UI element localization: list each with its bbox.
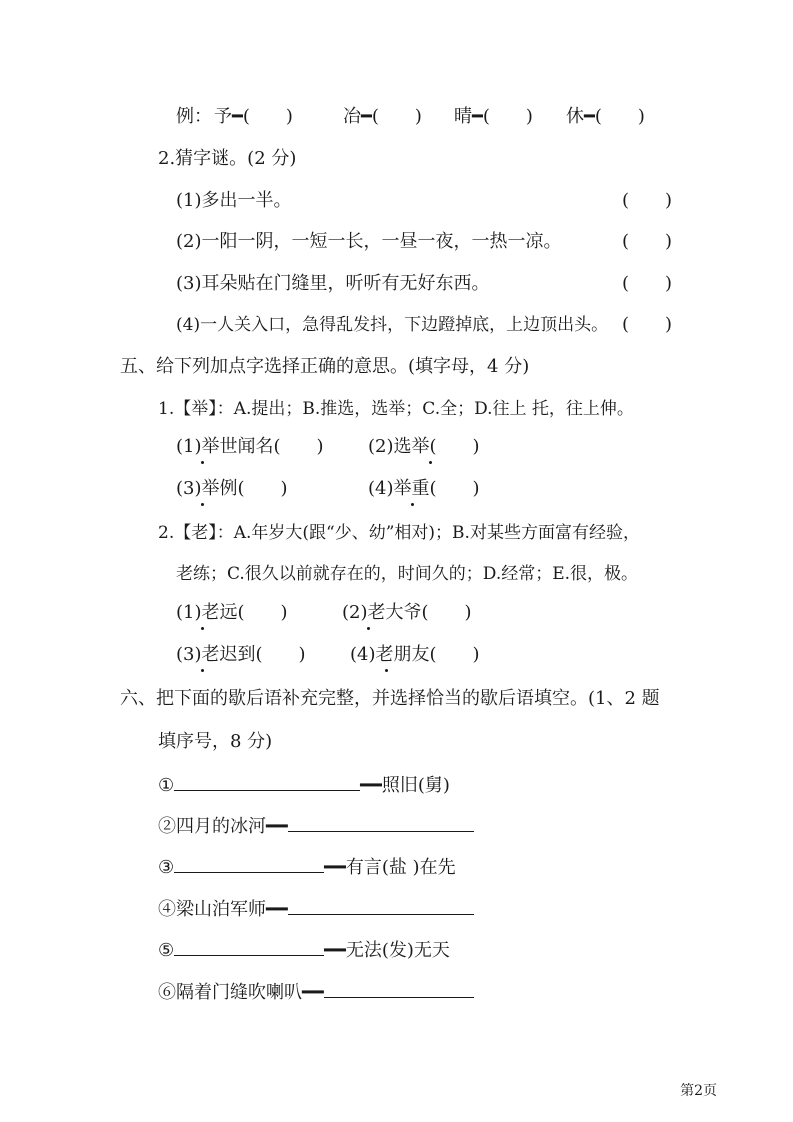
idiom-blank-6[interactable] [324, 977, 474, 998]
emphasis-dot [411, 503, 414, 506]
idiom-item-2: ②四月的冰河━━ [158, 811, 474, 840]
idiom-blank-4[interactable] [288, 894, 474, 915]
idiom-item-5: ⑤ ━━无法(发)无天 [158, 935, 450, 964]
example-item-3: 晴━( ) [454, 106, 533, 127]
idiom-blank-1[interactable] [174, 770, 360, 791]
riddle-answer-box-4[interactable]: ( ) [622, 314, 673, 335]
idiom-blank-2[interactable] [288, 811, 474, 832]
example-item-4: 休━( ) [566, 106, 645, 127]
section5-q2-head-line2: 老练；C.很久以前就存在的，时间久的；D.经常；E.很，极。 [176, 564, 639, 584]
riddle-answer-box-2[interactable]: ( ) [622, 231, 673, 252]
emphasis-dot [367, 627, 370, 630]
section5-q2-head-line1: 2.【老】：A.年岁大(跟“少、幼”相对)；B.对某些方面富有经验， [158, 523, 640, 543]
section5-q1-head: 1.【举】：A.提出；B.推选，选举；C.全；D.往上 托，往上伸。 [158, 399, 634, 419]
example-label: 例： [176, 106, 212, 127]
idiom-item-1: ① ━━照旧(舅) [158, 770, 450, 799]
idiom-item-3: ③ ━━有言(盐 )在先 [158, 852, 456, 881]
example-item-2: 冶━( ) [343, 106, 422, 127]
emphasis-dot [385, 669, 388, 672]
idiom-item-6: ⑥隔着门缝吹喇叭━━ [158, 977, 474, 1006]
idiom-blank-3[interactable] [174, 852, 324, 873]
section6-title-line2: 填序号，8 分) [158, 731, 273, 752]
riddle-item-1: (1)多出一半。 [176, 190, 292, 211]
section6-title-line1: 六、把下面的歇后语补充完整，并选择恰当的歇后语填空。(1、2 题 [120, 688, 660, 709]
emphasis-dot [201, 461, 204, 464]
emphasis-dot [201, 503, 204, 506]
idiom-blank-5[interactable] [174, 935, 324, 956]
section5-q1-item-2: (2)选举( ) [368, 436, 480, 457]
riddle-answer-box-1[interactable]: ( ) [622, 190, 673, 211]
example-item-1: 予━( ) [214, 106, 293, 127]
emphasis-dot [201, 669, 204, 672]
riddle-item-4: (4)一人关入口，急得乱发抖，下边蹬掉底，上边顶出头。 [176, 315, 609, 335]
section5-q1-item-4: (4)举重( ) [368, 478, 480, 499]
page-number: 第2页 [680, 1083, 717, 1099]
idiom-item-4: ④梁山泊军师━━ [158, 894, 474, 923]
section5-q2-item-1: (1)老远( ) [176, 602, 288, 623]
section5-title: 五、给下列加点字选择正确的意思。(填字母，4 分) [120, 356, 530, 377]
section5-q2-item-2: (2)老大爷( ) [342, 602, 472, 623]
section5-q2-item-4: (4)老朋友( ) [350, 644, 480, 665]
section5-q1-item-1: (1)举世闻名( ) [176, 436, 324, 457]
riddle-item-2: (2)一阳一阴，一短一长，一昼一夜，一热一凉。 [176, 231, 562, 252]
section5-q1-item-3: (3)举例( ) [176, 478, 288, 499]
riddle-title: 2.猜字谜。(2 分) [158, 148, 297, 169]
emphasis-dot [201, 627, 204, 630]
riddle-item-3: (3)耳朵贴在门缝里，听听有无好东西。 [176, 273, 490, 294]
section5-q2-item-3: (3)老迟到( ) [176, 644, 306, 665]
riddle-answer-box-3[interactable]: ( ) [622, 273, 673, 294]
emphasis-dot [429, 461, 432, 464]
example-line [176, 104, 212, 130]
